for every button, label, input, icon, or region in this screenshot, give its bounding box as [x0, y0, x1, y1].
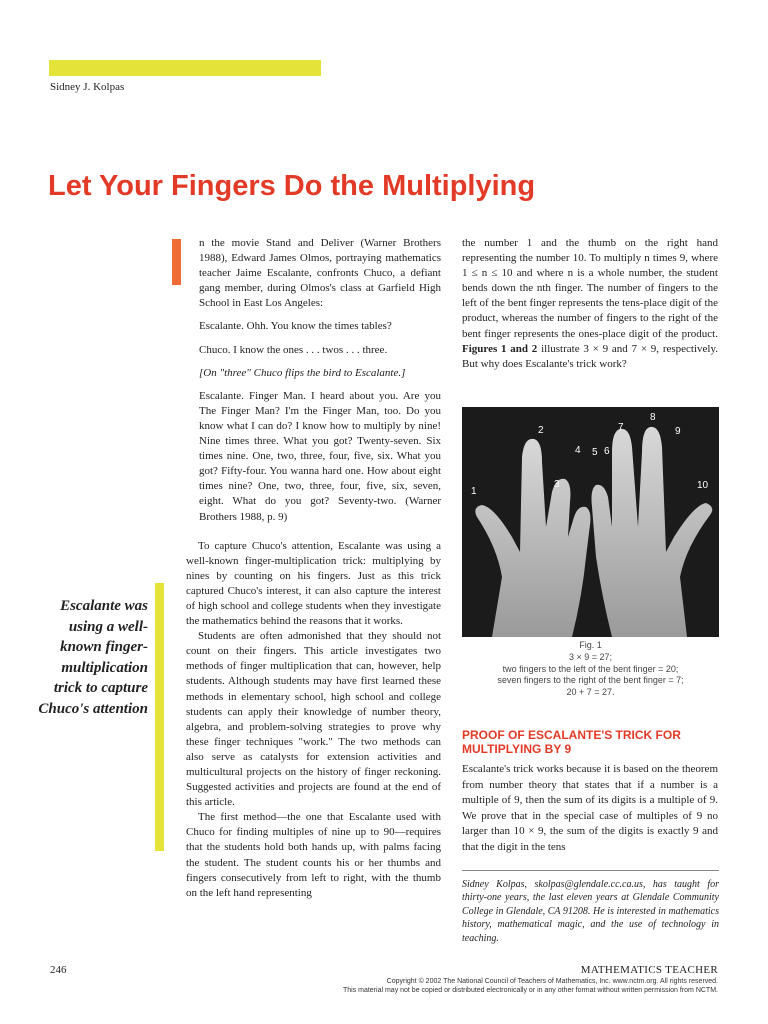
dialogue-line: Escalante. Ohh. You know the times tables? [199, 320, 392, 333]
intro-paragraph: n the movie Stand and Deliver (Warner Brothers 1988), Edward James Olmos, portraying mathematics teacher Jaime Escalante, confronts Chuco, a defiant gang member, during Olmos's class at Garfield High School in East Los Angeles: [199, 237, 441, 310]
caption-line: Fig. 1 [579, 640, 602, 650]
hands-photo [462, 407, 719, 637]
finger-label: 6 [604, 446, 610, 457]
finger-label: 3 [554, 479, 560, 490]
figure-reference: Figures 1 and 2 [462, 342, 538, 355]
column-1 [186, 236, 441, 901]
author-name: Sidney J. Kolpas [50, 81, 125, 93]
caption-line: 3 × 9 = 27; [568, 651, 613, 662]
pull-quote: Escalante was using a well-known finger-multiplication trick to capture Chuco's attention [38, 598, 148, 717]
figure-caption [462, 640, 719, 699]
drop-cap-letter [172, 239, 181, 285]
finger-label: 4 [575, 445, 581, 456]
caption-line: 20 + 7 = 27. [566, 687, 615, 698]
body-paragraph: To capture Chuco's attention, Escalante was using a well-known finger-multiplication trick: multiplying by nines by counting on his fingers. Just as this trick captured Chuco's interest, it can also capture the interest of high school and college students when they investigate the mathematics behind the reasons that it works. [186, 539, 441, 628]
caption-line: seven fingers to the right of the bent finger = 7; [497, 675, 684, 686]
journal-name: MATHEMATICS TEACHER [580, 964, 718, 976]
copyright-notice [158, 977, 718, 995]
body-paragraph: the number 1 and the thumb on the right hand representing the number 10. To multiply n times 9, where 1 ≤ n ≤ 10 and where n is a whole number, the student bends down the nth finger. The number of fingers to the left of the bent finger represents the tens-place digit of the product, whereas the number of fingers to the right of the bent finger represents the ones-place digit of the product. [462, 237, 718, 340]
stage-direction: [On "three" Chuco flips the bird to Escalante.] [199, 366, 406, 379]
caption-line: two fingers to the left of the bent finger = 20; [502, 663, 679, 674]
finger-label: 5 [592, 447, 598, 458]
author-bio: Sidney Kolpas, skolpas@glendale.cc.ca.us, has taught for thirty-one years, the last eleven years at Glendale Community College in Glendale, CA 91208. He is interested in mathematics history, mathematical magic, and the use of technology in teaching. [462, 879, 719, 944]
finger-label: 7 [618, 422, 624, 433]
finger-label: 9 [675, 426, 681, 437]
finger-label: 1 [471, 486, 477, 497]
header-accent-bar [49, 60, 321, 76]
page-number: 246 [50, 964, 67, 976]
hands-illustration [462, 407, 719, 637]
body-paragraph: The first method—the one that Escalante used with Chuco for finding multiples of nine up to 90—requires that the students hold both hands up, with palms facing the student. The student counts his or her thumbs and fingers consecutively from left to right, with the thumb on the left hand representing [186, 811, 441, 899]
dialogue-line: Escalante. Finger Man. I heard about you. Are you The Finger Man? I'm the Finger Man, too. Do you know what I can do? I know how to multiply by nine! Nine times three. What you got? Twenty-seven. Six times nine. One, two, three, four, five, six. What you got? Fifty-four. You wanna hard one. How about eight times nine? One, two, three, four, five, six, seven, eight. What do you got? Seventy-two. (Warner Brothers 1988, p. 9) [199, 389, 441, 523]
article-title: Let Your Fingers Do the Multiplying [48, 170, 536, 202]
dialogue-line: Chuco. I know the ones . . . twos . . . three. [199, 343, 388, 356]
body-paragraph-end: illustrate 3 × 9 and 7 × 9, respectively. But why does Escalante's trick work? [462, 342, 718, 370]
copyright-line: This material may not be copied or distributed electronically or in any other format without written permission from NCTM. [342, 987, 718, 994]
section-heading: PROOF OF ESCALANTE'S TRICK FOR MULTIPLYING BY 9 [462, 728, 681, 756]
pull-quote-bar [155, 583, 164, 851]
finger-label: 8 [650, 412, 656, 423]
body-paragraph: Students are often admonished that they should not count on their fingers. This article investigates two methods of finger multiplication that can, however, help students. Although students may have first learned these methods in elementary school, high school and college students can apply their knowledge of number theory, algebra, and problem-solving strategies to prove why these finger techniques "work." The two methods can also serve as catalysts for extension activities and multicultural projects on the history of finger reckoning. Suggested activities and projects are found at the end of this article. [186, 630, 441, 809]
body-paragraph: Escalante's trick works because it is based on the theorem from number theory that states that if a number is a multiple of 9, then the sum of its digits is a multiple of 9. We prove that in the special case of multiples of 9 no larger than 10 × 9, the sum of the digits is exactly 9 and that the digit in the tens [462, 763, 718, 853]
finger-label: 10 [697, 480, 709, 491]
finger-label: 2 [538, 425, 544, 436]
column-2 [462, 236, 718, 372]
divider [462, 870, 719, 871]
copyright-line: Copyright © 2002 The National Council of Teachers of Mathematics, Inc. www.nctm.org. All rights reserved. [386, 978, 718, 985]
